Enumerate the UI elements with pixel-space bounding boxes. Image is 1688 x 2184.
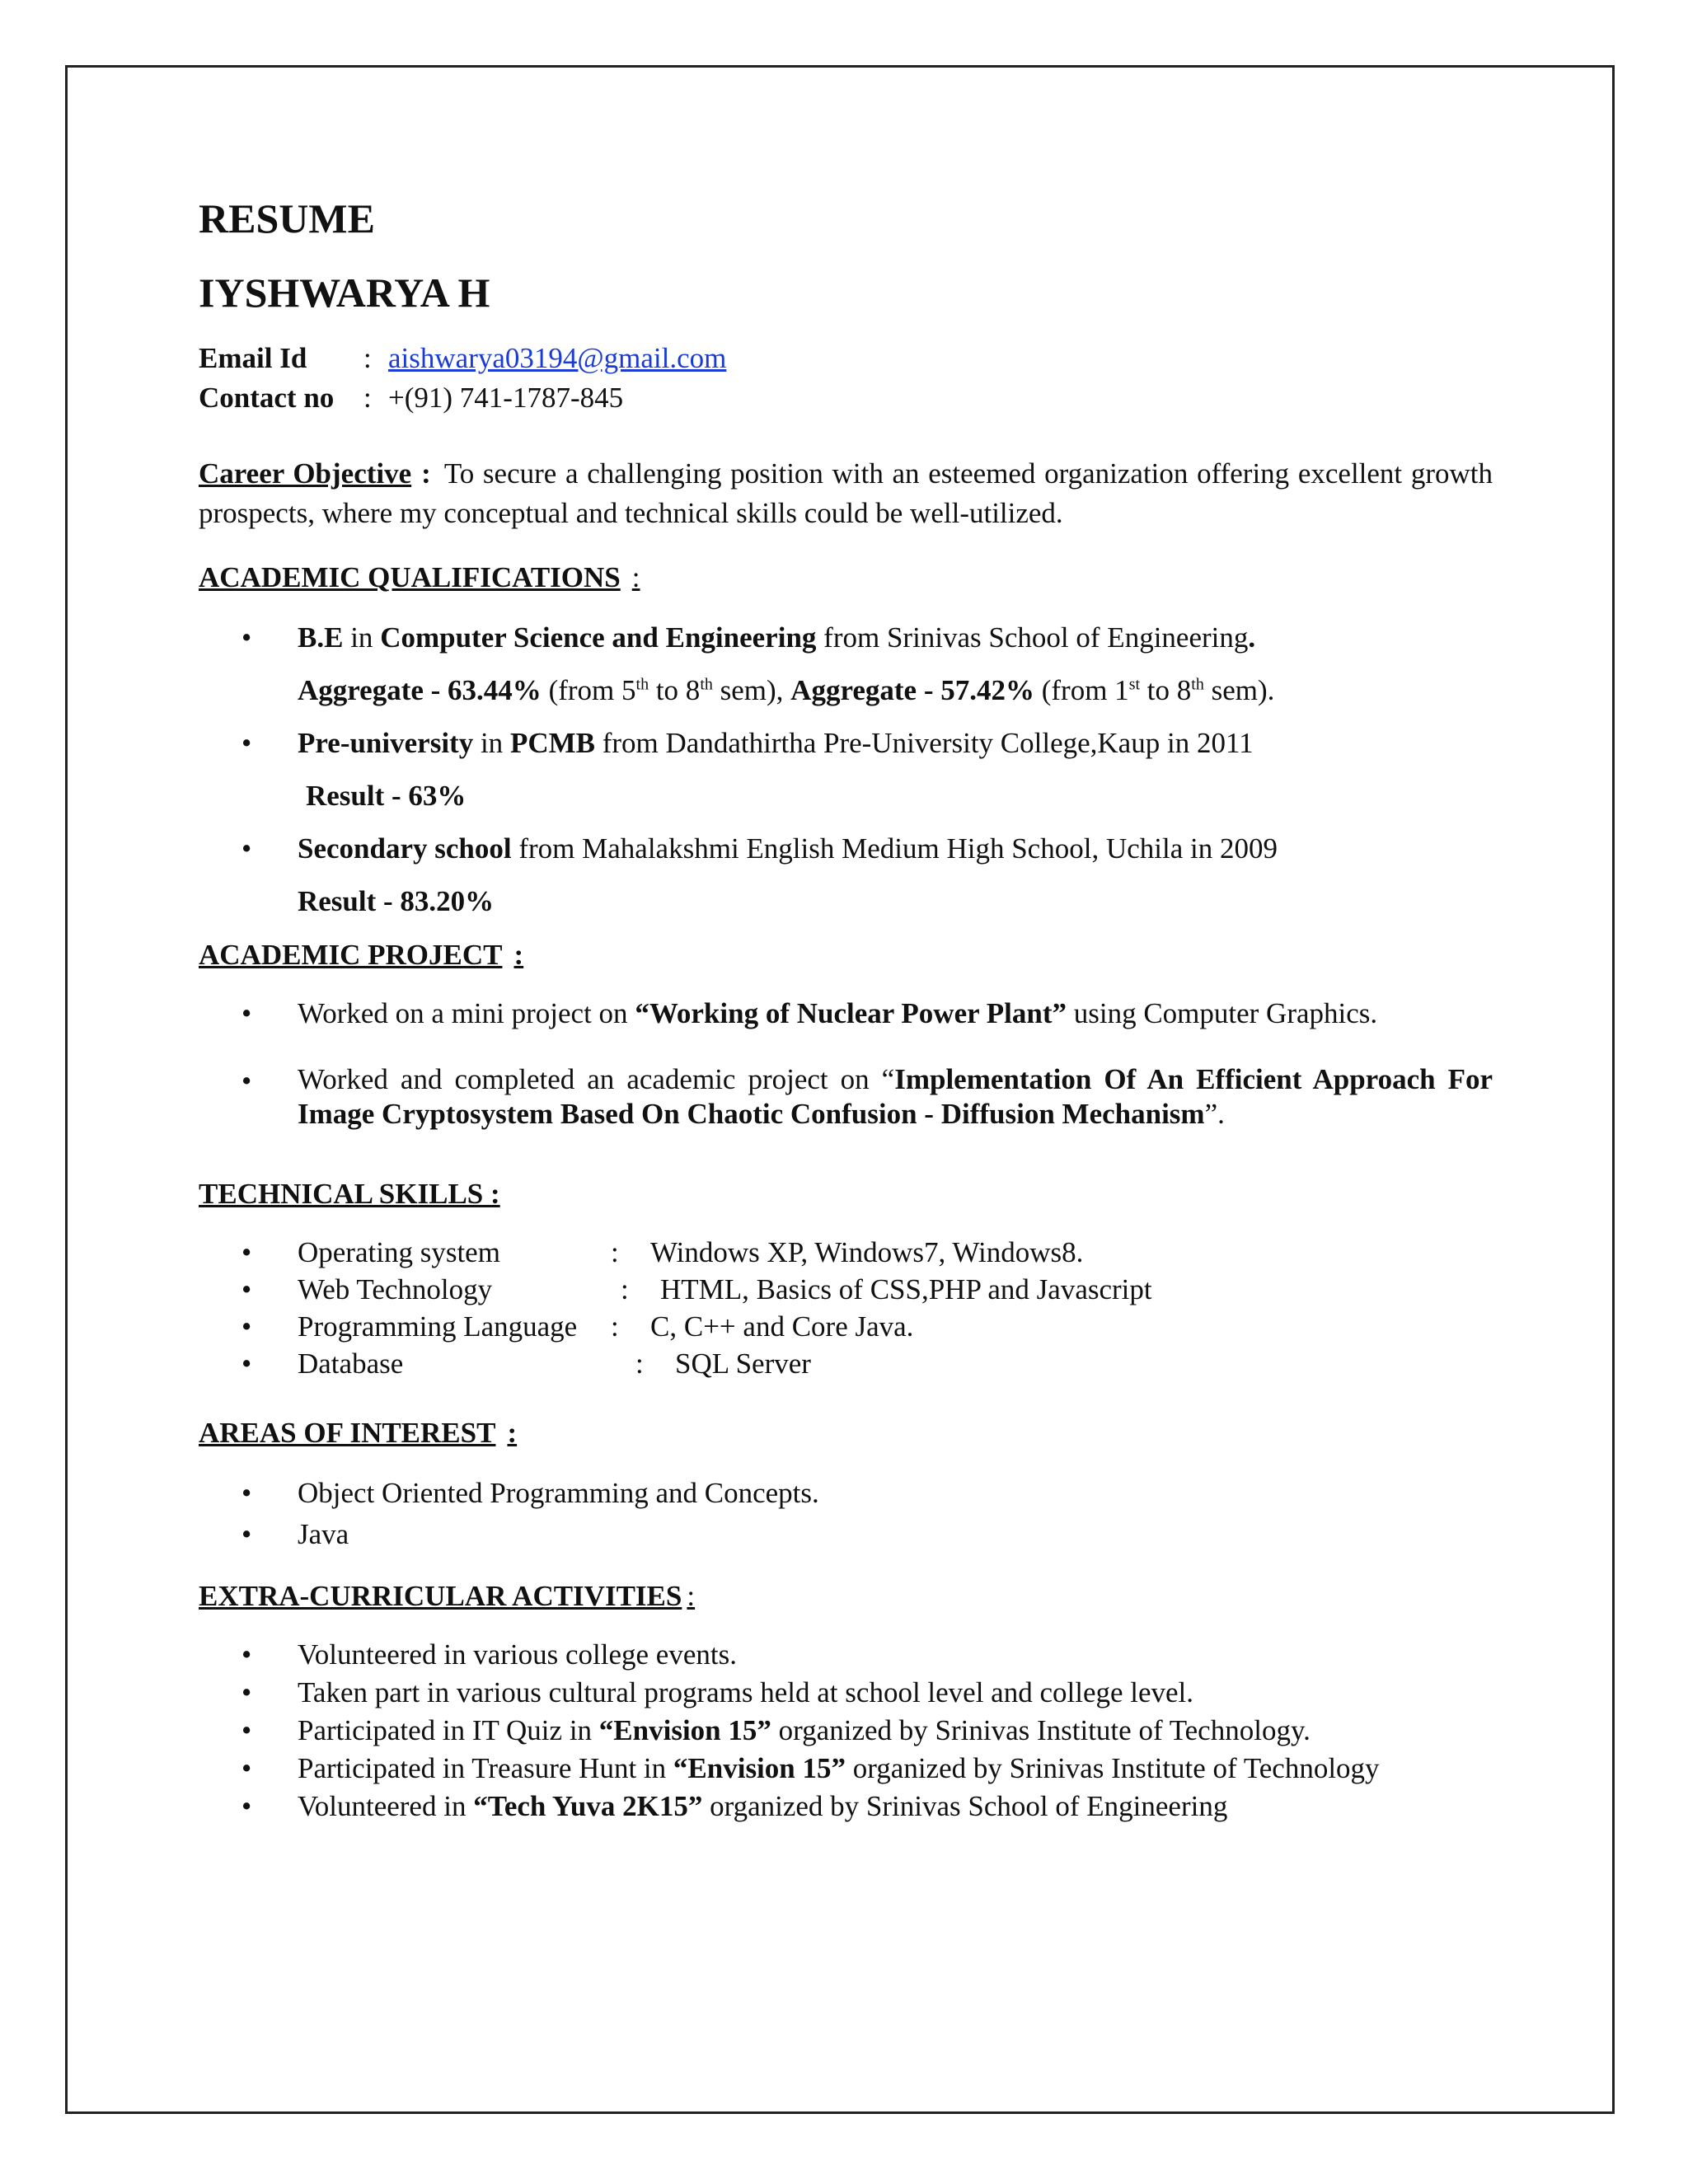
extra-curricular-heading-text: EXTRA-CURRICULAR ACTIVITIES (199, 1580, 682, 1612)
activity-item: • Volunteered in various college events. (199, 1636, 1493, 1674)
activity-text-post: organized by Srinivas School of Engineering (710, 1790, 1228, 1822)
activity-text-post: organized by Srinivas Institute of Technology. (778, 1714, 1311, 1746)
skill-item (199, 1308, 1493, 1345)
project-1-title: “Working of Nuclear Power Plant” (635, 997, 1067, 1029)
activity-text-pre: Volunteered in (298, 1790, 467, 1822)
candidate-name: IYSHWARYA H (199, 269, 490, 316)
phone-value: +(91) 741-1787-845 (388, 382, 624, 414)
phone-row (199, 378, 1493, 418)
project-1-text-post: using Computer Graphics. (1073, 997, 1378, 1029)
skill-item (199, 1234, 1493, 1271)
technical-skills-heading: TECHNICAL SKILLS : (199, 1178, 500, 1210)
puc-line (298, 724, 1493, 762)
activity-text-pre: Participated in IT Quiz in (298, 1714, 593, 1746)
be-aggregate-line (298, 672, 1493, 710)
puc-in: in (480, 727, 504, 759)
be-aggregate-1-text-b: to 8 (655, 674, 701, 706)
activity-event-name: “Envision 15” (598, 1714, 771, 1746)
sslc-result: Result - 83.20% (298, 885, 495, 917)
skill-separator: : (635, 1347, 644, 1380)
academic-qualifications-heading-text: ACADEMIC QUALIFICATIONS (199, 561, 621, 593)
skill-separator: : (611, 1310, 619, 1343)
academic-project-heading-text: ACADEMIC PROJECT (199, 939, 503, 971)
skill-item (199, 1345, 1493, 1382)
be-aggregate-2-text-a: (from 1 (1041, 674, 1129, 706)
sslc-line (298, 830, 1493, 868)
be-aggregate-1-text-c: sem), (720, 674, 784, 706)
skill-label: • Database (298, 1347, 404, 1380)
objective-colon: : (421, 457, 431, 490)
skill-label: • Web Technology (298, 1273, 493, 1305)
activity-text-post: organized by Srinivas Institute of Technology (852, 1752, 1380, 1784)
be-aggregate-2-sup-a: st (1128, 675, 1141, 694)
areas-of-interest-list (199, 1473, 1493, 1555)
activity-text-pre: Participated in Treasure Hunt in (298, 1752, 667, 1784)
document-title: RESUME (199, 195, 375, 241)
resume-content (199, 194, 1493, 1825)
project-item-2 (199, 1062, 1493, 1132)
be-aggregate-1-sup-b: th (700, 675, 713, 694)
qualification-puc (199, 724, 1493, 815)
be-in: in (350, 621, 373, 654)
skill-label: • Operating system (298, 1236, 500, 1268)
extra-curricular-heading (199, 1577, 1493, 1616)
skill-value: Windows XP, Windows7, Windows8. (650, 1236, 1084, 1268)
project-2-text-pre: Worked and completed an academic project on “ (298, 1063, 895, 1095)
project-2-text-post: ”. (1204, 1098, 1225, 1130)
academic-qualifications-heading (199, 558, 1493, 598)
interest-item: • Java (199, 1514, 1493, 1555)
be-aggregate-1-label: Aggregate - 63.44% (298, 674, 542, 706)
be-aggregate-2-sup-b: th (1191, 675, 1204, 694)
be-aggregate-1-text-a: (from 5 (548, 674, 636, 706)
puc-label: Pre-university (298, 727, 474, 759)
academic-project-heading (199, 935, 1493, 975)
skill-value: C, C++ and Core Java. (650, 1310, 914, 1343)
contact-block (199, 339, 1493, 418)
academic-project-list (199, 995, 1493, 1132)
extra-curricular-list (199, 1636, 1493, 1825)
interest-item: • Object Oriented Programming and Concepts. (199, 1473, 1493, 1514)
be-aggregate-2-text-c: sem). (1211, 674, 1275, 706)
activity-item (199, 1788, 1493, 1825)
email-row (199, 339, 1493, 378)
be-branch: Computer Science and Engineering (380, 621, 817, 654)
be-period: . (1248, 621, 1256, 654)
academic-project-heading-colon: : (513, 939, 524, 971)
skill-item (199, 1271, 1493, 1308)
sslc-institution: from Mahalakshmi English Medium High School, Uchila in 2009 (518, 832, 1278, 865)
academic-qualifications-list (199, 619, 1493, 921)
project-2-title: Implementation Of An Efficient Approach For Image Cryptosystem Based On Chaotic Confusion - Diffusion Mechanism (298, 1063, 1493, 1130)
qualification-sslc (199, 830, 1493, 921)
phone-label: Contact no (199, 382, 335, 414)
be-aggregate-2-text-b: to 8 (1146, 674, 1192, 706)
be-institution: from Srinivas School of Engineering (823, 621, 1249, 654)
skill-value: SQL Server (675, 1347, 811, 1380)
activity-item (199, 1712, 1493, 1750)
be-line (298, 619, 1493, 657)
skill-separator: : (611, 1236, 619, 1268)
puc-result: Result - 63% (306, 780, 467, 812)
areas-of-interest-heading-text: AREAS OF INTEREST (199, 1417, 496, 1449)
skill-separator: : (621, 1273, 629, 1305)
activity-item: • Taken part in various cultural programs held at school level and college level. (199, 1674, 1493, 1712)
sslc-label: Secondary school (298, 832, 512, 865)
academic-qualifications-heading-colon: : (631, 561, 640, 593)
career-objective (199, 454, 1493, 533)
objective-label: Career Objective (199, 457, 412, 490)
activity-event-name: “Tech Yuva 2K15” (473, 1790, 703, 1822)
areas-of-interest-heading (199, 1413, 1493, 1453)
phone-separator: : (363, 382, 372, 414)
puc-stream: PCMB (509, 727, 595, 759)
skill-value: HTML, Basics of CSS,PHP and Javascript (660, 1273, 1152, 1305)
qualification-be (199, 619, 1493, 710)
extra-curricular-heading-colon: : (687, 1580, 696, 1612)
puc-institution: from Dandathirtha Pre-University College,Kaup in 2011 (602, 727, 1254, 759)
email-link[interactable]: aishwarya03194@gmail.com (388, 342, 727, 374)
email-label: Email Id (199, 342, 307, 374)
objective-text: To secure a challenging position with an esteemed organization offering excellent growth prospects, where my conceptual and technical skills could be well-utilized. (199, 457, 1493, 529)
technical-skills-list (199, 1234, 1493, 1382)
activity-event-name: “Envision 15” (673, 1752, 846, 1784)
activity-item (199, 1750, 1493, 1788)
skill-label: • Programming Language (298, 1310, 578, 1343)
be-aggregate-1-sup-a: th (635, 675, 649, 694)
project-item-1 (199, 995, 1493, 1033)
be-degree: B.E (298, 621, 344, 654)
project-1-text-pre: Worked on a mini project on (298, 997, 628, 1029)
areas-of-interest-heading-colon: : (507, 1417, 518, 1449)
email-separator: : (363, 342, 372, 374)
be-aggregate-2-label: Aggregate - 57.42% (790, 674, 1034, 706)
